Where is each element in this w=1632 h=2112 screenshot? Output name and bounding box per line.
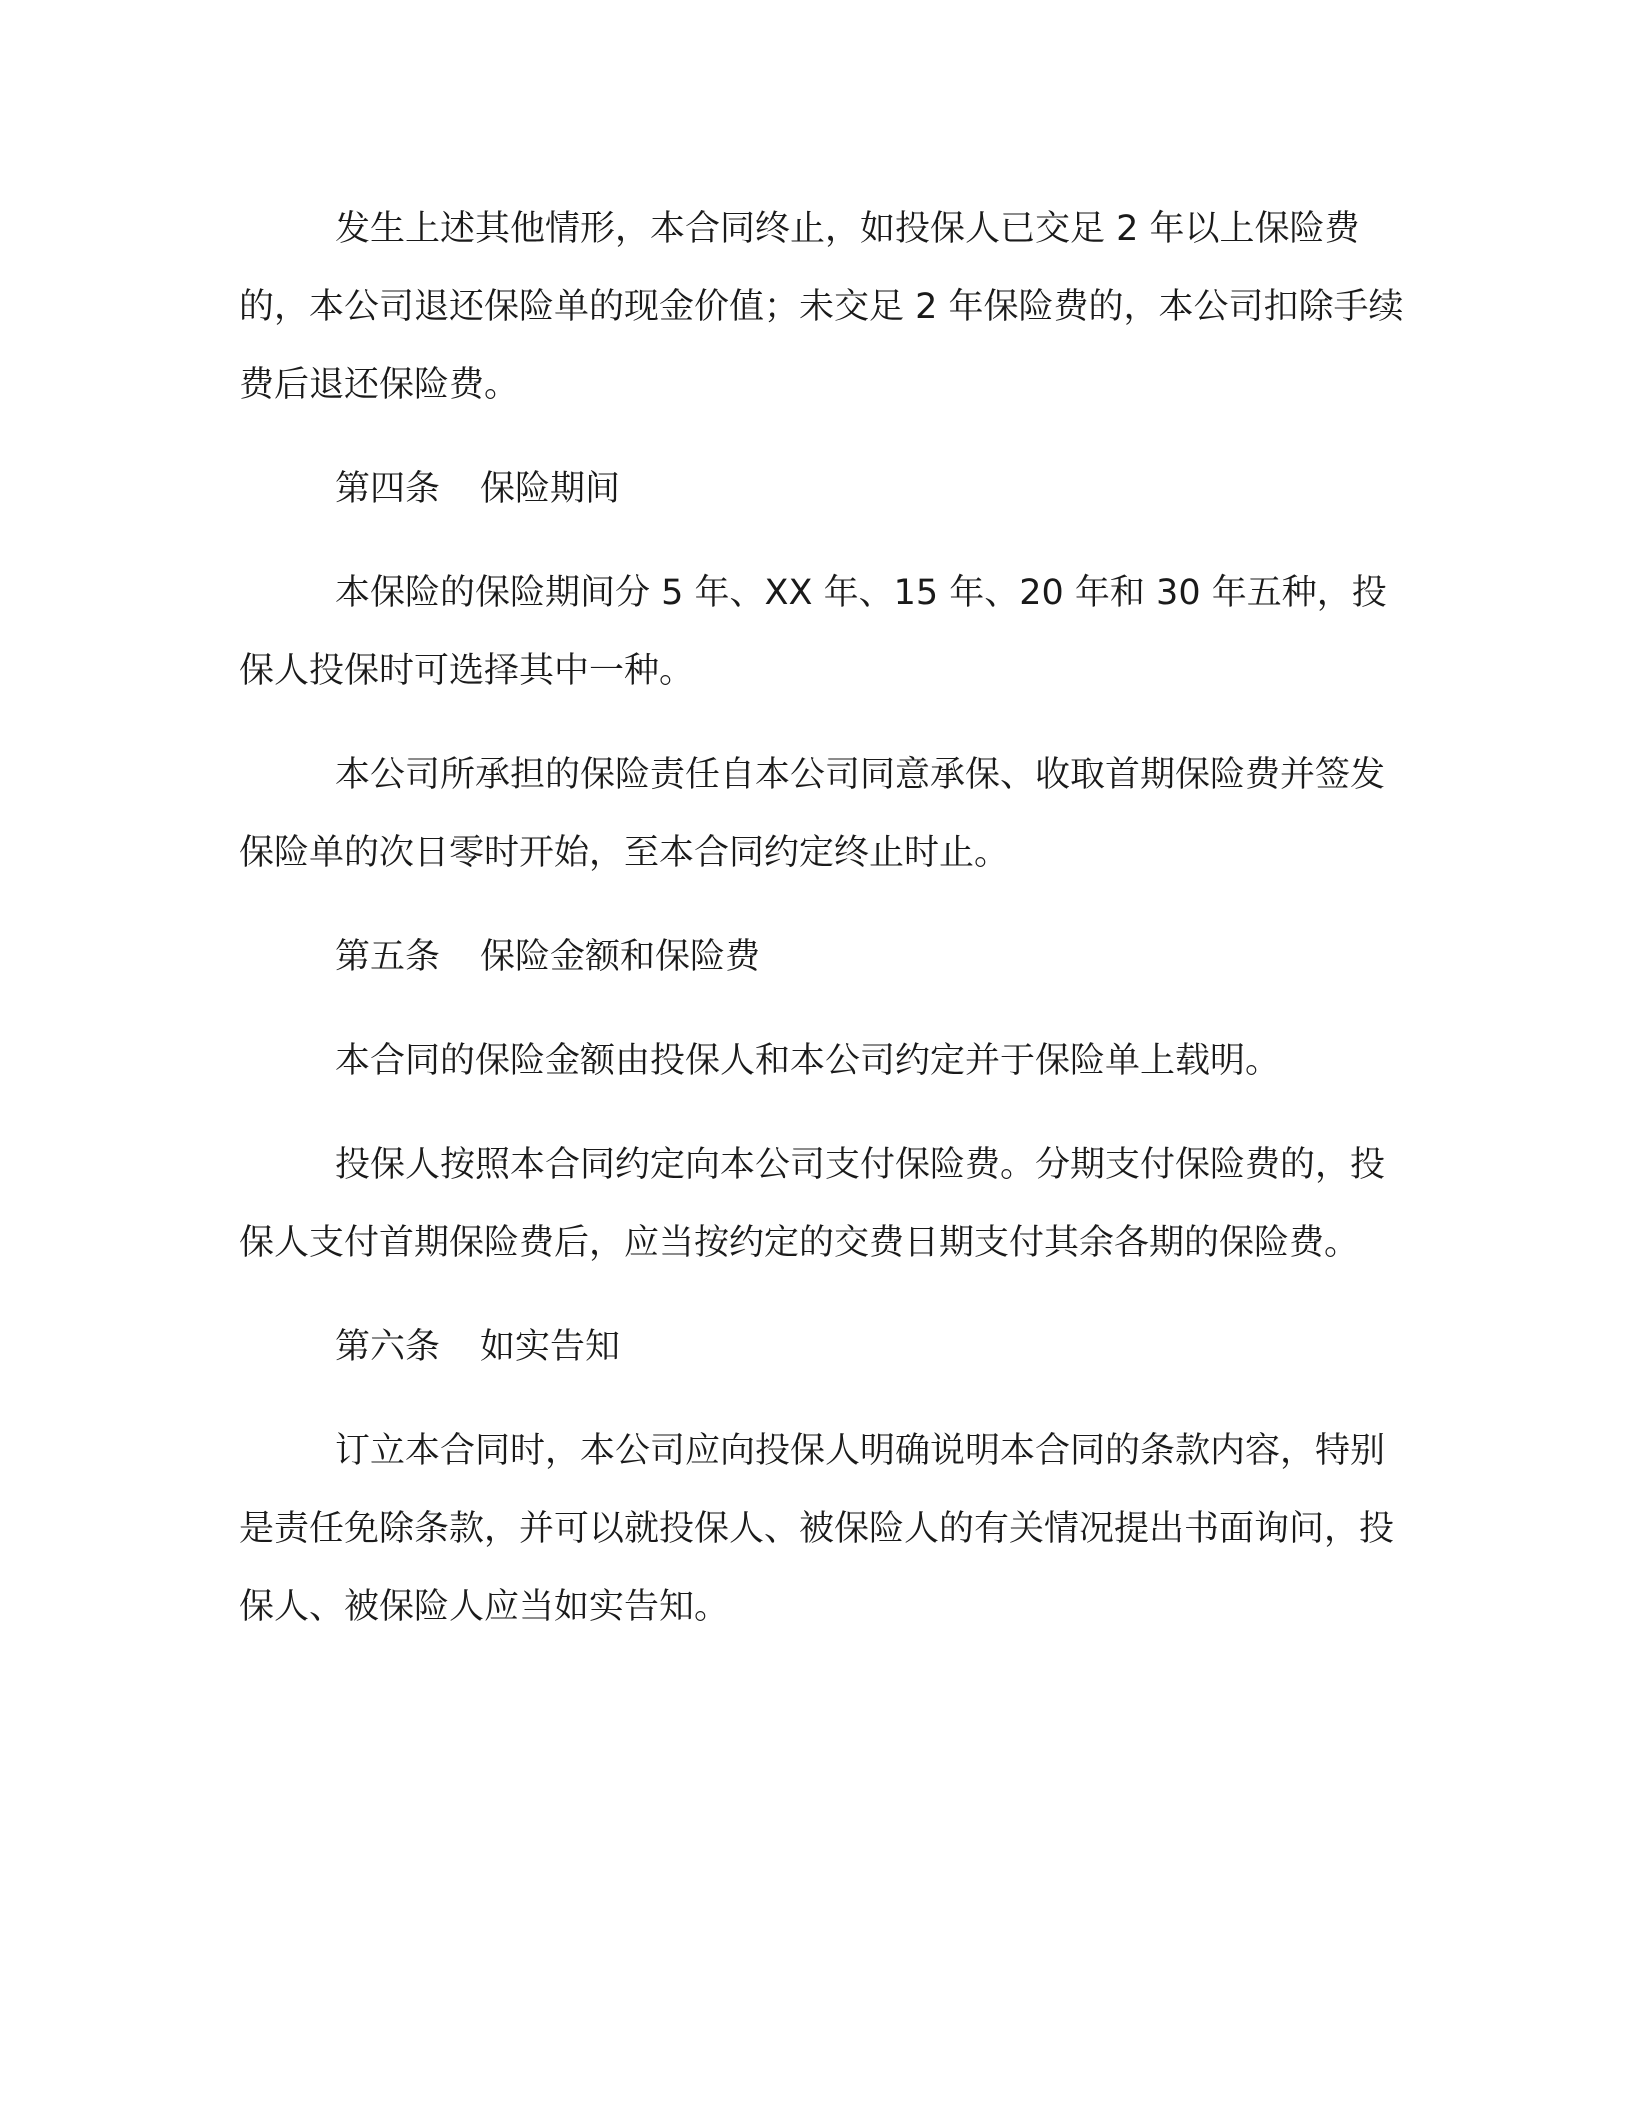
paragraph-insurance-period-options: 本保险的保险期间分 5 年、XX 年、15 年、20 年和 30 年五种，投保人投保时可选择其中一种。 bbox=[239, 573, 1387, 691]
paragraph-liability-start: 本公司所承担的保险责任自本公司同意承保、收取首期保险费并签发保险单的次日零时开始，至本合同约定终止时止。 bbox=[239, 755, 1386, 873]
heading-article-5 bbox=[239, 918, 1409, 996]
paragraph-termination-refund: 发生上述其他情形，本合同终止，如投保人已交足 2 年以上保险费的，本公司退还保险单的现金价值；未交足 2 年保险费的，本公司扣除手续费后退还保险费。 bbox=[239, 209, 1404, 405]
article-number: 第五条 bbox=[335, 937, 441, 977]
document-body bbox=[239, 190, 1409, 1672]
heading-article-6 bbox=[239, 1308, 1409, 1386]
article-title: 如实告知 bbox=[480, 1327, 621, 1367]
article-number: 第四条 bbox=[335, 469, 441, 509]
paragraph-premium-payment: 投保人按照本合同约定向本公司支付保险费。分期支付保险费的，投保人支付首期保险费后，应当按约定的交费日期支付其余各期的保险费。 bbox=[239, 1145, 1386, 1263]
paragraph-disclosure-duty: 订立本合同时，本公司应向投保人明确说明本合同的条款内容，特别是责任免除条款，并可以就投保人、被保险人的有关情况提出书面询问，投保人、被保险人应当如实告知。 bbox=[239, 1431, 1395, 1627]
article-number: 第六条 bbox=[335, 1327, 441, 1367]
article-title: 保险期间 bbox=[480, 469, 621, 509]
paragraph-sum-insured: 本合同的保险金额由投保人和本公司约定并于保险单上载明。 bbox=[335, 1041, 1281, 1081]
heading-article-4 bbox=[239, 450, 1409, 528]
article-title: 保险金额和保险费 bbox=[480, 937, 761, 977]
